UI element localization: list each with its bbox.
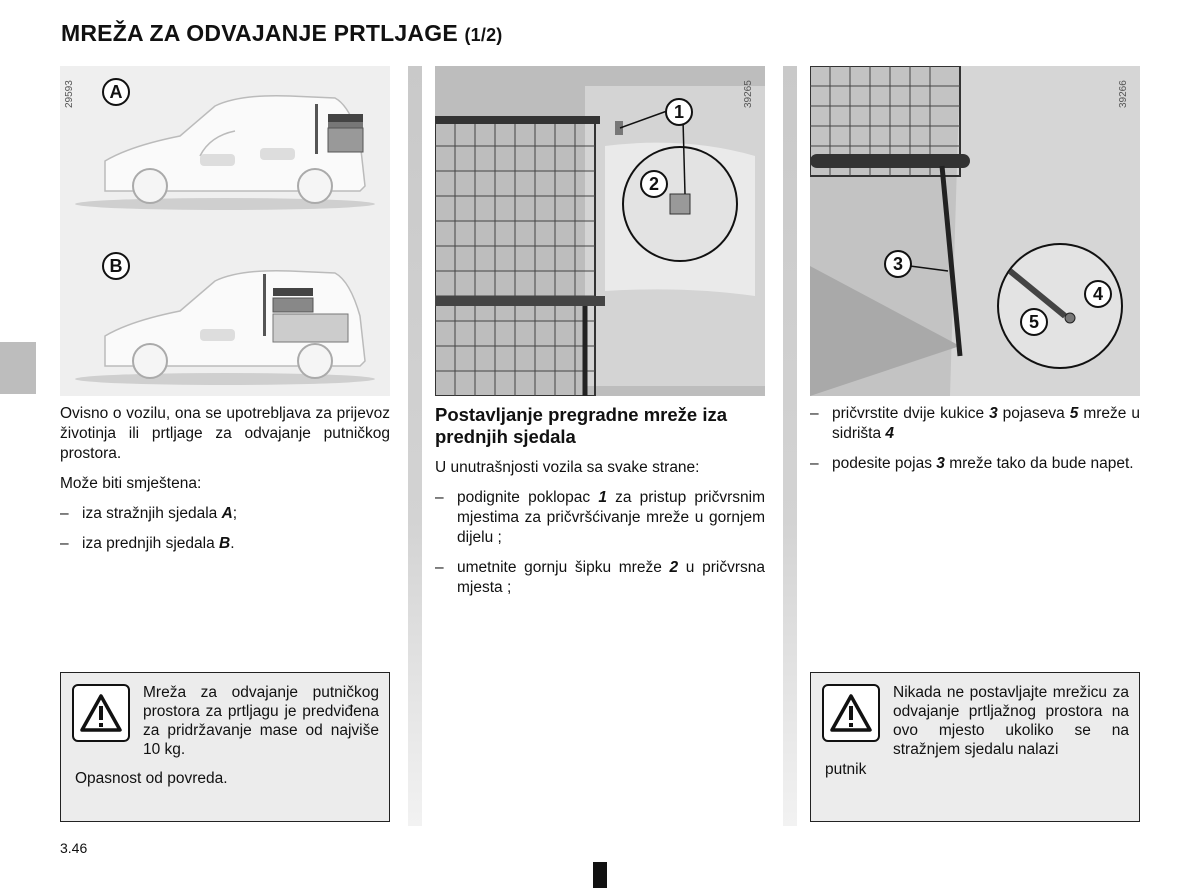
col2-list-item: – podignite poklopac 1 za pristup pričvrsnim mjestima za pričvršćivanje mreže u gornjem dijelu ; [435, 489, 765, 546]
car-positions-illustration [60, 66, 390, 396]
col1-intro: Ovisno o vozilu, ona se upotrebljava za prijevoz životinja ili prtljage za odvajanje putničkog prostora. [60, 405, 390, 462]
column-separator-left [408, 66, 422, 826]
net-lower-mount-illustration [810, 66, 1140, 396]
callout-4: 4 [1084, 280, 1112, 308]
figure-number-right: 39266 [1118, 80, 1129, 108]
col1-text [60, 404, 390, 564]
warning-triangle-icon [72, 684, 130, 742]
col3-list-item: – pričvrstite dvije kukice 3 pojaseva 5 mreže u sidrišta 4 [810, 405, 1140, 442]
col1-list-item: – iza stražnjih sjedala A; [60, 505, 238, 522]
warning-box-passenger [810, 672, 1140, 822]
col2-intro: U unutrašnjosti vozila sa svake strane: [435, 459, 700, 476]
figure-number-middle: 39265 [743, 80, 754, 108]
warning-box-weight [60, 672, 390, 822]
callout-3: 3 [884, 250, 912, 278]
warning-triangle-icon [822, 684, 880, 742]
page-edge-marker [593, 862, 607, 888]
page-title [61, 20, 502, 47]
callout-2: 2 [640, 170, 668, 198]
label-b: B [102, 252, 130, 280]
figure-car-positions [60, 66, 390, 396]
net-upper-mount-illustration [435, 66, 765, 396]
car-a-illustration [75, 96, 375, 210]
col2-list-item: – umetnite gornju šipku mreže 2 u pričvrsna mjesta ; [435, 559, 765, 596]
warning-weight-text: Mreža za odvajanje putničkog prostora za prtljagu je predviđena za pridržavanje mase od najviše 10 kg. [143, 684, 379, 758]
col2-text [435, 458, 765, 608]
callout-1: 1 [665, 98, 693, 126]
figure-net-lower-mount [810, 66, 1140, 396]
title-text: MREŽA ZA ODVAJANJE PRTLJAGE [61, 20, 458, 46]
page-number: 3.46 [60, 840, 88, 856]
col1-placement: Može biti smještena: [60, 475, 202, 492]
figure-net-upper-mount [435, 66, 765, 396]
title-part: (1/2) [464, 25, 503, 45]
callout-5: 5 [1020, 308, 1048, 336]
warning-weight-note: Opasnost od povreda. [75, 770, 228, 787]
label-a: A [102, 78, 130, 106]
col3-list-item: – podesite pojas 3 mreže tako da bude napet. [810, 455, 1134, 472]
warning-passenger-text: Nikada ne postavljajte mrežicu za odvajanje prtljažnog prostora na ovo mjesto ukoliko se na stražnjem sjedalu nalazi [893, 684, 1129, 758]
col3-text [810, 404, 1140, 484]
section-heading: Postavljanje pregradne mreže iza prednjih sjedala [435, 404, 728, 447]
col1-list-item: – iza prednjih sjedala B. [60, 535, 235, 552]
chapter-side-tab [0, 342, 36, 394]
column-separator-right [783, 66, 797, 826]
figure-number-left: 29593 [64, 80, 75, 108]
warning-passenger-tail: putnik [825, 761, 867, 778]
car-b-illustration [75, 271, 375, 385]
